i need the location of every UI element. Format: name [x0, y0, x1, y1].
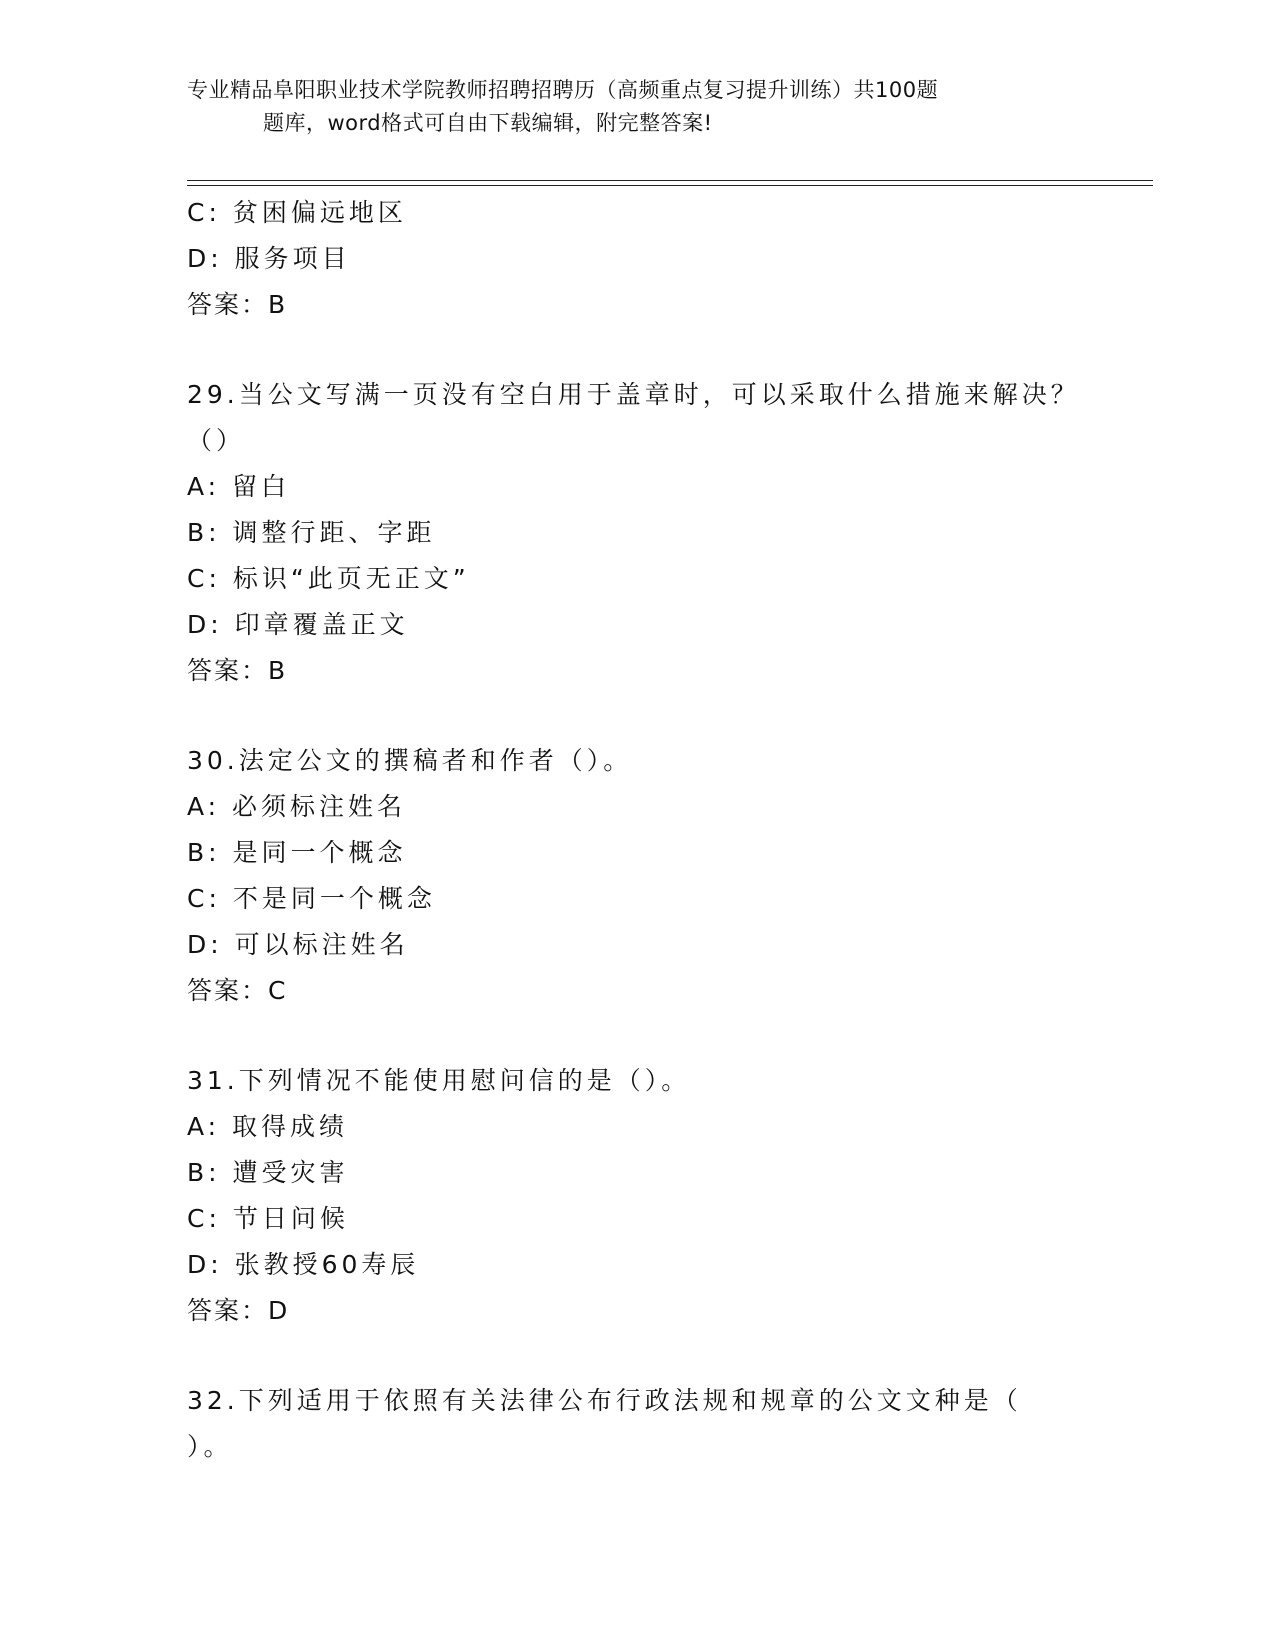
answer: 答案：C	[187, 976, 288, 1005]
option-b: B: 遭受灾害	[187, 1158, 349, 1187]
question-text: 31.下列情况不能使用慰问信的是（）。	[187, 1066, 691, 1095]
answer: 答案：D	[187, 1296, 290, 1325]
document-body	[187, 190, 1087, 1470]
header-line-2: 题库，word格式可自由下载编辑，附完整答案!	[263, 111, 713, 135]
option-d: D: 张教授60寿辰	[187, 1250, 420, 1279]
option-d: D: 服务项目	[187, 244, 351, 273]
option-c: C: 标识“此页无正文”	[187, 564, 470, 593]
question-text: 30.法定公文的撰稿者和作者（）。	[187, 746, 633, 775]
option-a: A: 留白	[187, 472, 291, 501]
option-b: B: 是同一个概念	[187, 838, 407, 867]
option-a: A: 取得成绩	[187, 1112, 349, 1141]
option-a: A: 必须标注姓名	[187, 792, 407, 821]
option-d: D: 印章覆盖正文	[187, 610, 409, 639]
header-line-1: 专业精品阜阳职业技术学院教师招聘招聘历（高频重点复习提升训练）共100题	[187, 78, 939, 102]
question-continued	[187, 190, 1087, 328]
answer: 答案：B	[187, 290, 288, 319]
question-31	[187, 1058, 1087, 1334]
option-b: B: 调整行距、字距	[187, 518, 436, 547]
answer: 答案：B	[187, 656, 288, 685]
option-c: C: 不是同一个概念	[187, 884, 436, 913]
header-rule-top	[187, 180, 1153, 181]
question-32	[187, 1378, 1087, 1470]
question-text: 29.当公文写满一页没有空白用于盖章时，可以采取什么措施来解决？	[187, 380, 1080, 409]
option-c: C: 节日问候	[187, 1204, 349, 1233]
option-c: C: 贫困偏远地区	[187, 198, 407, 227]
question-text-cont: ）。	[187, 1432, 233, 1461]
question-text-cont: （）	[187, 426, 246, 455]
question-30	[187, 738, 1087, 1014]
document-header	[187, 74, 1067, 140]
question-text: 32.下列适用于依照有关法律公布行政法规和规章的公文文种是（	[187, 1386, 1022, 1415]
option-d: D: 可以标注姓名	[187, 930, 409, 959]
header-rule-bottom	[187, 185, 1153, 186]
question-29	[187, 372, 1087, 694]
